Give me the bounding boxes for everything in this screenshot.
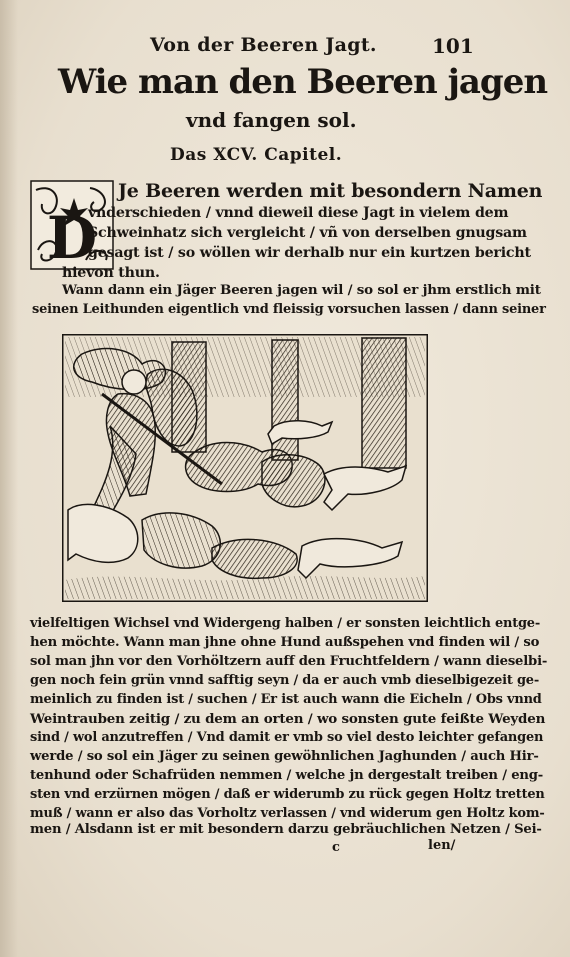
text-line: vnderschieden / vnnd dieweil diese Jagt in vielem dem: [88, 205, 509, 221]
text-line: tenhund oder Schafrüden nemmen / welche jn dergestalt treiben / eng-: [30, 768, 544, 783]
text-line: muß / wann er also das Vorholtz verlassen / vnd widerum gen Holtz kom-: [30, 806, 545, 821]
text-line: meinlich zu finden ist / suchen / Er ist auch wann die Eicheln / Obs vnnd: [30, 692, 542, 707]
chapter-title: Wie man den Beeren jagen: [58, 62, 548, 102]
text-line: werde / so sol ein Jäger zu seinen gewöhnlichen Jaghunden / auch Hir-: [30, 749, 539, 764]
chapter-subtitle: vnd fangen sol.: [186, 108, 357, 132]
text-line: hen möchte. Wann man jhne ohne Hund außspehen vnd finden wil / so: [30, 635, 540, 650]
page-gutter-shadow: [0, 0, 18, 957]
text-line: men / Alsdann ist er mit besondern darzu gebräuchlichen Netzen / Sei-: [30, 822, 542, 837]
text-line: sind / wol anzutreffen / Vnd damit er vmb so viel desto leichter gefangen: [30, 730, 544, 745]
initial-letter: D: [46, 204, 98, 270]
page-number: 101: [432, 34, 474, 58]
text-line: Schweinhatz sich vergleicht / vñ von derselben gnugsam: [88, 225, 527, 241]
text-line: vielfeltigen Wichsel vnd Widergeng halben / er sonsten leichtlich entge-: [30, 616, 541, 631]
text-line: Wann dann ein Jäger Beeren jagen wil / so sol er jhm erstlich mit: [62, 282, 541, 298]
text-line: sten vnd erzürnen mögen / daß er widerumb zu rück gegen Holtz tretten: [30, 787, 545, 802]
text-line: Weintrauben zeitig / zu dem an orten / wo sonsten gute feißte Weyden: [30, 711, 546, 727]
text-line: gen noch fein grün vnnd safftig seyn / da er auch vmb dieselbigezeit ge-: [30, 673, 540, 688]
text-line: Je Beeren werden mit besondern Namen: [118, 180, 543, 202]
bear-hunt-woodcut: [62, 334, 428, 602]
running-head: Von der Beeren Jagt.: [150, 34, 377, 56]
text-line: sol man jhn vor den Vorhöltzern auff den Fruchtfeldern / wann dieselbi-: [30, 654, 548, 669]
text-line: seinen Leithunden eigentlich vnd fleissig vorsuchen lassen / dann seiner: [32, 302, 546, 317]
signature-mark: c: [332, 840, 340, 855]
text-line: gesagt ist / so wöllen wir derhalb nur ein kurtzen bericht: [88, 245, 531, 261]
catchword: len/: [428, 838, 456, 853]
chapter-number: Das XCV. Capitel.: [170, 145, 343, 165]
text-line: hievon thun.: [62, 265, 160, 281]
